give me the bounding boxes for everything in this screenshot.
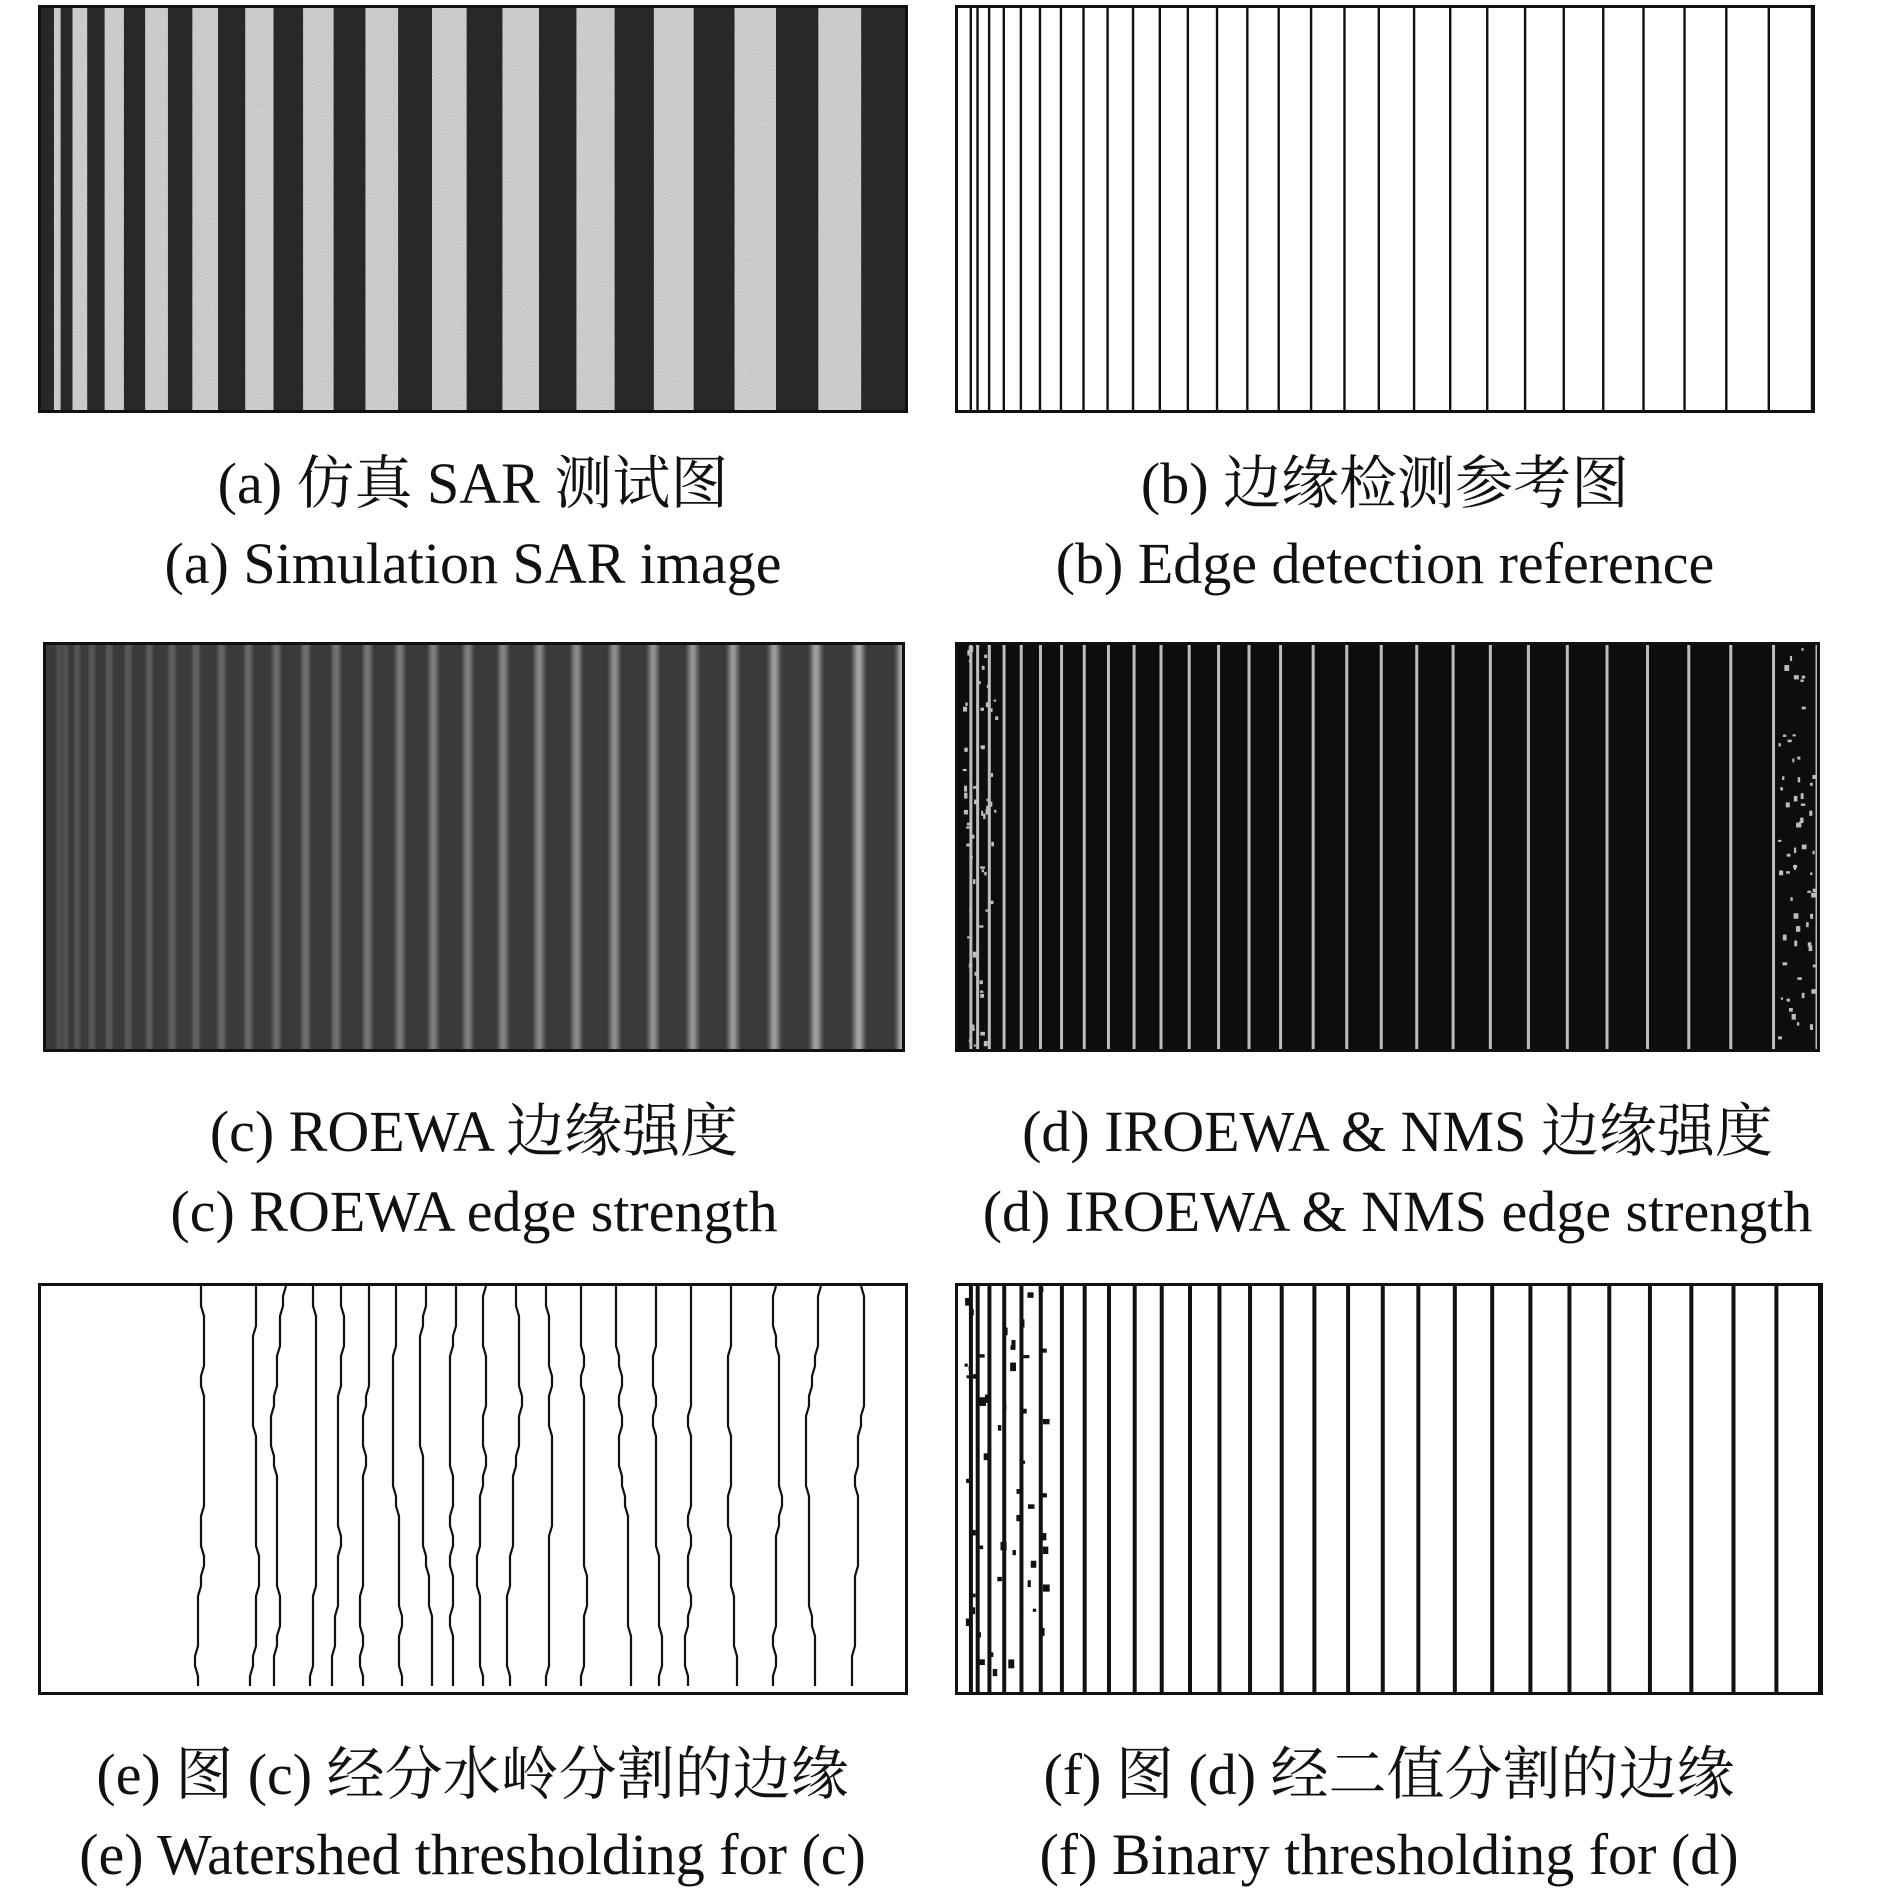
noise-speck (964, 810, 968, 815)
noise-speck (973, 1374, 976, 1379)
watershed-edge-line (310, 1286, 316, 1686)
noise-speck (1811, 989, 1815, 994)
noise-speck (986, 799, 988, 802)
caption-a-en: (a) Simulation SAR image (164, 531, 782, 596)
watershed-edge-line (852, 1286, 864, 1686)
noise-speck (981, 746, 985, 749)
noise-speck (966, 1479, 972, 1483)
noise-speck (994, 700, 996, 702)
noise-speck (1781, 997, 1783, 999)
noise-speck (965, 1298, 970, 1306)
panel-d-iroewa-nms (955, 642, 1820, 1052)
noise-speck (973, 952, 978, 958)
noise-speck (1813, 964, 1817, 967)
noise-speck (982, 666, 985, 670)
roewa-edge-peak (730, 645, 737, 1049)
sar-image (41, 8, 905, 410)
noise-speck (970, 856, 973, 858)
noise-speck (983, 814, 985, 820)
roewa-edge-peak (611, 645, 618, 1049)
noise-speck (991, 901, 994, 904)
noise-speck (969, 1530, 975, 1536)
caption-d-zh: (d) IROEWA & NMS 边缘强度 (1022, 1099, 1773, 1164)
noise-speck (1786, 871, 1790, 873)
watershed-edge-line (360, 1286, 369, 1686)
watershed-edge-line (728, 1286, 737, 1686)
noise-speck (974, 800, 979, 805)
noise-speck (964, 786, 967, 792)
noise-speck (971, 1607, 975, 1614)
roewa-edge-peak (194, 645, 198, 1049)
noise-speck (963, 769, 967, 771)
noise-speck (1810, 1024, 1813, 1030)
noise-speck (969, 660, 971, 662)
noise-speck (1778, 743, 1780, 746)
noise-speck (1787, 999, 1790, 1002)
noise-speck (1813, 889, 1816, 892)
watershed-edge-line (271, 1286, 286, 1686)
noise-speck (965, 1364, 968, 1367)
noise-speck (976, 1632, 981, 1637)
noise-speck (970, 1594, 976, 1598)
roewa-edge-peak (246, 645, 251, 1049)
noise-speck (1812, 775, 1815, 779)
noise-speck (1010, 1345, 1015, 1350)
noise-speck (1801, 804, 1806, 806)
roewa-edge-peak (650, 645, 657, 1049)
caption-b-zh: (b) 边缘检测参考图 (1140, 451, 1630, 516)
noise-speck (984, 1453, 988, 1460)
watershed-edge-line (332, 1286, 344, 1686)
caption-e-en: (e) Watershed thresholding for (c) (79, 1822, 866, 1887)
caption-c-zh: (c) ROEWA 边缘强度 (209, 1099, 739, 1164)
noise-speck (1000, 1542, 1006, 1551)
caption-b (955, 444, 1815, 604)
noise-speck (974, 1044, 976, 1046)
noise-speck (1806, 922, 1809, 927)
watershed-edge-line (450, 1286, 456, 1686)
edge-reference-image (958, 8, 1812, 410)
noise-speck (980, 980, 983, 984)
roewa-edge-peak (64, 645, 67, 1049)
noise-speck (1790, 656, 1792, 661)
noise-speck (1794, 941, 1797, 947)
noise-speck (1788, 740, 1792, 743)
noise-speck (1042, 1628, 1045, 1636)
noise-speck (1797, 977, 1802, 980)
noise-speck (1020, 1613, 1023, 1618)
roewa-edge-peak (812, 645, 819, 1049)
noise-speck (964, 748, 967, 752)
noise-speck (1789, 1008, 1793, 1012)
noise-speck (1017, 1489, 1024, 1494)
noise-speck (1783, 935, 1787, 941)
noise-speck (969, 963, 973, 967)
noise-speck (979, 925, 983, 927)
roewa-edge-peak (689, 645, 696, 1049)
noise-speck (973, 786, 976, 789)
roewa-edge-peak (898, 645, 902, 1049)
noise-speck (980, 866, 985, 868)
roewa-edge-peak (333, 645, 338, 1049)
noise-speck (1787, 854, 1791, 857)
roewa-image (46, 645, 902, 1049)
noise-speck (984, 1041, 988, 1046)
watershed-edge-line (420, 1286, 432, 1686)
noise-speck (982, 869, 984, 872)
roewa-edge-peak (274, 645, 279, 1049)
noise-speck (1802, 993, 1805, 998)
noise-speck (1003, 1403, 1006, 1410)
watershed-edge-line (507, 1286, 522, 1686)
roewa-edge-peak (126, 645, 130, 1049)
noise-speck (988, 802, 992, 807)
noise-speck (993, 1669, 997, 1676)
noise-speck (1783, 962, 1788, 965)
noise-speck (985, 1395, 989, 1403)
noise-speck (1796, 926, 1800, 932)
noise-speck (967, 936, 972, 938)
watershed-edge-line (616, 1286, 631, 1686)
noise-speck (1028, 1504, 1035, 1508)
noise-speck (986, 702, 990, 707)
noise-speck (1809, 945, 1813, 951)
noise-speck (1797, 1022, 1799, 1025)
noise-speck (994, 810, 996, 813)
caption-f-zh: (f) 图 (d) 经二值分割的边缘 (1043, 1742, 1735, 1807)
noise-speck (1802, 676, 1805, 679)
noise-speck (1042, 1493, 1046, 1497)
noise-speck (985, 909, 988, 911)
noise-speck (991, 842, 994, 847)
watershed-edge-line (477, 1286, 486, 1686)
roewa-edge-peak (57, 645, 60, 1049)
noise-speck (1798, 777, 1800, 782)
noise-speck (980, 1032, 985, 1036)
noise-speck (1041, 1533, 1046, 1540)
watershed-edge-line (393, 1286, 402, 1686)
noise-speck (1810, 914, 1813, 919)
noise-speck (1794, 913, 1799, 918)
noise-speck (963, 707, 967, 712)
noise-speck (1801, 793, 1804, 799)
panel-b-edge-reference (955, 5, 1815, 413)
noise-speck (966, 826, 970, 828)
noise-speck (981, 811, 983, 816)
noise-speck (984, 872, 986, 876)
noise-speck (1039, 1287, 1044, 1292)
noise-speck (1794, 865, 1796, 870)
noise-speck (967, 650, 971, 655)
caption-c (43, 1092, 905, 1252)
roewa-edge-peak (170, 645, 174, 1049)
noise-speck (1778, 840, 1781, 842)
panel-f-binary (955, 1283, 1823, 1695)
caption-f (955, 1735, 1823, 1895)
roewa-edge-peak (76, 645, 79, 1049)
panel-a-simulation-sar-image (38, 5, 908, 413)
noise-speck (1811, 893, 1815, 898)
roewa-edge-peak (573, 645, 579, 1049)
noise-speck (990, 1652, 994, 1657)
noise-speck (1028, 1580, 1031, 1587)
noise-speck (1043, 1419, 1050, 1424)
noise-speck (1783, 735, 1786, 737)
noise-speck (969, 908, 972, 913)
roewa-edge-peak (536, 645, 542, 1049)
noise-speck (966, 1618, 970, 1626)
panel-c-roewa-edge-strength (43, 642, 905, 1052)
noise-speck (974, 972, 977, 976)
noise-speck (1778, 1036, 1782, 1039)
noise-speck (964, 793, 967, 799)
noise-speck (1031, 1561, 1037, 1568)
watershed-edge-line (546, 1286, 552, 1686)
noise-speck (980, 991, 983, 993)
watershed-edge-line (195, 1286, 204, 1686)
roewa-edge-peak (90, 645, 94, 1049)
noise-speck (989, 708, 993, 712)
noise-speck (1016, 1515, 1023, 1521)
watershed-edge-line (685, 1286, 691, 1686)
noise-speck (1022, 1409, 1026, 1414)
noise-speck (1810, 783, 1813, 786)
noise-speck (967, 823, 972, 826)
noise-speck (1802, 707, 1806, 710)
roewa-edge-peak (397, 645, 403, 1049)
roewa-edge-peak (855, 645, 863, 1049)
noise-speck (984, 655, 987, 658)
noise-speck (1021, 1461, 1025, 1464)
noise-speck (1809, 811, 1812, 816)
roewa-edge-peak (465, 645, 471, 1049)
caption-e-zh: (e) 图 (c) 经分水岭分割的边缘 (96, 1742, 849, 1807)
noise-speck (1003, 1328, 1008, 1336)
panel-e-watershed (38, 1283, 908, 1695)
noise-speck (1792, 1014, 1796, 1020)
noise-speck (998, 1425, 1001, 1431)
noise-speck (1033, 1609, 1036, 1612)
noise-speck (979, 1546, 983, 1550)
noise-speck (1008, 1659, 1014, 1668)
watershed-edge-line (250, 1286, 259, 1686)
caption-a (38, 444, 908, 604)
noise-speck (1024, 1355, 1030, 1358)
noise-speck (995, 716, 998, 720)
roewa-edge-peak (147, 645, 151, 1049)
noise-speck (1800, 680, 1803, 682)
noise-speck (1784, 665, 1789, 671)
roewa-edge-peak (771, 645, 778, 1049)
noise-speck (972, 835, 974, 839)
roewa-edge-peak (303, 645, 308, 1049)
noise-speck (1796, 823, 1801, 828)
noise-speck (1793, 734, 1796, 736)
noise-speck (1813, 851, 1815, 855)
noise-speck (1780, 787, 1783, 790)
caption-e (0, 1735, 945, 1895)
roewa-edge-peak (219, 645, 224, 1049)
noise-speck (969, 1309, 973, 1315)
noise-speck (1043, 1547, 1048, 1554)
watershed-edge-line (773, 1286, 782, 1686)
noise-speck (1794, 796, 1798, 802)
caption-a-zh: (a) 仿真 SAR 测试图 (217, 451, 729, 516)
noise-speck (969, 1039, 972, 1042)
noise-speck (1807, 891, 1811, 893)
noise-speck (979, 1354, 985, 1357)
noise-speck (973, 879, 975, 884)
caption-b-en: (b) Edge detection reference (1055, 531, 1715, 596)
watershed-image (41, 1286, 905, 1692)
noise-speck (969, 1366, 973, 1370)
noise-speck (1041, 1349, 1046, 1353)
noise-speck (1794, 675, 1799, 679)
noise-speck (1782, 776, 1784, 780)
noise-speck (1794, 848, 1796, 854)
noise-speck (1021, 1319, 1024, 1327)
noise-speck (977, 681, 981, 684)
watershed-edge-line (806, 1286, 821, 1686)
noise-speck (972, 1024, 975, 1029)
noise-speck (981, 708, 984, 711)
noise-speck (1800, 818, 1803, 823)
roewa-edge-peak (365, 645, 370, 1049)
roewa-edge-peak (500, 645, 506, 1049)
watershed-edge-line (581, 1286, 587, 1686)
noise-speck (997, 1577, 1002, 1581)
caption-d (915, 1092, 1880, 1252)
noise-speck (966, 844, 969, 847)
noise-speck (979, 1659, 985, 1665)
noise-speck (1790, 897, 1792, 901)
noise-speck (987, 685, 989, 688)
noise-speck (1786, 802, 1790, 807)
noise-speck (1010, 1363, 1016, 1372)
noise-speck (967, 1375, 974, 1378)
roewa-edge-peak (431, 645, 437, 1049)
noise-speck (1779, 871, 1783, 876)
noise-speck (1027, 1292, 1033, 1297)
noise-speck (1792, 759, 1794, 763)
noise-speck (1802, 648, 1804, 651)
watershed-edge-line (653, 1286, 662, 1686)
noise-speck (1013, 1550, 1016, 1555)
caption-c-en: (c) ROEWA edge strength (170, 1179, 778, 1244)
noise-speck (1802, 845, 1807, 850)
noise-speck (969, 767, 971, 771)
noise-speck (991, 773, 993, 777)
roewa-edge-peak (107, 645, 111, 1049)
iroewa-nms-image (958, 645, 1817, 1049)
noise-speck (1043, 1584, 1050, 1591)
noise-speck (980, 994, 984, 998)
noise-speck (1797, 757, 1800, 760)
caption-d-en: (d) IROEWA & NMS edge strength (982, 1179, 1813, 1244)
binary-image (958, 1286, 1820, 1692)
noise-speck (1810, 872, 1812, 875)
noise-speck (965, 703, 967, 706)
noise-speck (976, 785, 978, 791)
caption-f-en: (f) Binary thresholding for (d) (1039, 1822, 1739, 1887)
